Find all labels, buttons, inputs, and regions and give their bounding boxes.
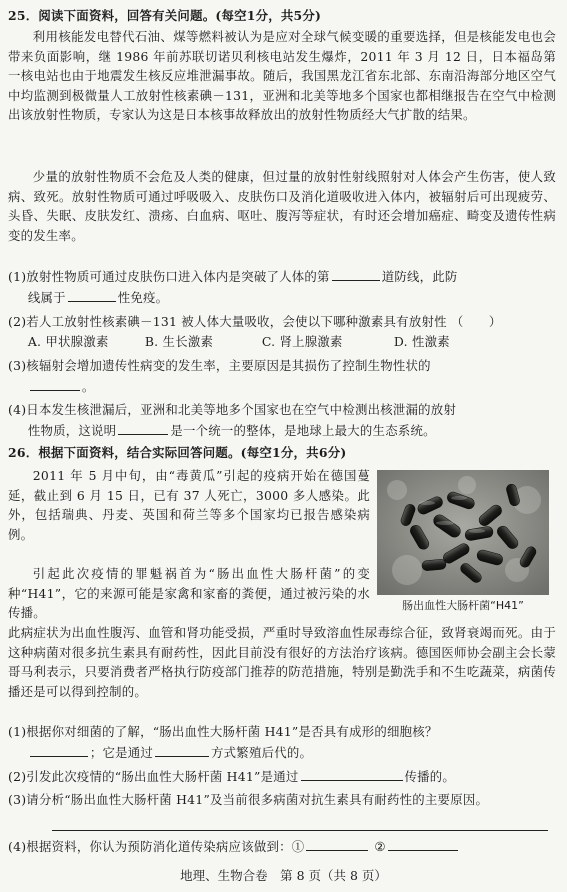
q26-question-4: (4)根据资料，你认为预防消化道传染病应该做到：① ② (8, 836, 556, 857)
option-a[interactable]: A. 甲状腺激素 (27, 333, 109, 349)
answer-blank[interactable] (301, 766, 403, 781)
bacteria-micrograph (377, 470, 549, 595)
q26-paragraph-2a: 引起此次疫情的罪魁祸首为“肠出血性大肠杆菌”的变种“H41”，它的来源可能是家禽和家畜的粪便，通过被污染的水传播。 (8, 566, 370, 621)
page-footer: 地理、生物合卷 第 8 页（共 8 页） (180, 868, 387, 883)
q26-paragraph-2b: 此病症状为出血性腹泻、血管和肾功能受损，严重时导致溶血性尿毒综合征，致肾衰竭而死。由于这种病菌对很多抗生素具有耐药性，因此目前没有很好的方法治疗该病。德国医师协会副主会长蒙哥马利表示，只要消费者严格执行防疫部门推荐的防范措施，特别是勤洗手和不生吃蔬菜，病菌传播还是可以得到控制的。 (8, 625, 556, 699)
answer-blank[interactable] (388, 836, 458, 851)
q25-question-4: (4)日本发生核泄漏后，亚洲和北美等地多个国家也在空气中检测出核泄漏的放射 性物质，这说明 是一个统一的整体，是地球上最大的生态系统。 (8, 402, 457, 438)
option-b[interactable]: B. 生长激素 (144, 333, 214, 349)
q26-question-2: (2)引发此次疫情的“肠出血性大肠杆菌 H41”是通过 传播的。 (8, 766, 556, 787)
micrograph-caption: 肠出血性大肠杆菌“H41” (402, 599, 524, 612)
answer-blank[interactable] (30, 376, 80, 391)
q26-question-1: (1)根据你对细菌的了解，“肠出血性大肠杆菌 H41”是否具有成形的细胞核？ ；它是通过 方式繁殖后代的。 (8, 724, 438, 760)
answer-blank[interactable] (306, 836, 368, 851)
option-d[interactable]: D. 性激素 (393, 333, 450, 349)
q26-question-3: (3)请分析“肠出血性大肠杆菌 H41”及当前很多病菌对抗生素具有耐药性的主要原因。 (8, 792, 489, 807)
answer-blank[interactable] (68, 287, 116, 302)
q25-paragraph-1: 利用核能发电替代石油、煤等燃料被认为是应对全球气候变暖的重要选择，但是核能发电也会带来负面影响，继 1986 年前苏联切诺贝利核电站发生爆炸，2011 年 3 月 12 日，日本福岛第一核电站也由于地震发生核反应堆泄漏事故。随后，我国黑龙江省东北部、东南沿海部分地区空气中均监测到极微量人工放射性核素碘－131，亚洲和北美等地多个国家也都相继报告在空气中检测出该放射性物质，专家认为这是日本核事故释放出的放射性物质经大气扩散的结果。 (8, 29, 556, 123)
q26-paragraph-1: 2011 年 5 月中旬，由“毒黄瓜”引起的疫病开始在德国蔓延，截止到 6 月 15 日，已有 37 人死亡，3000 多人感染。此外，包括瑞典、丹麦、英国和荷兰等多个国家均已报告感染病例。 (8, 468, 370, 542)
option-c[interactable]: C. 肾上腺激素 (261, 333, 343, 349)
q25-question-3: (3)核辐射会增加遗传性病变的发生率，主要原因是其损伤了控制生物性状的 。 (8, 358, 431, 394)
q25-question-2: (2)若人工放射性核素碘－131 被人体大量吸收，会使以下哪种激素具有放射性 （ ） A. 甲状腺激素 B. 生长激素 C. 肾上腺激素 D. 性激素 (8, 312, 556, 351)
answer-blank[interactable] (118, 420, 168, 435)
q25-header: 25．阅读下面资料，回答有关问题。(每空1分，共5分) (8, 8, 322, 23)
answer-blank[interactable] (30, 742, 88, 757)
q25-question-1: (1)放射性物质可通过皮肤伤口进入体内是突破了人体的第 道防线，此防 线属于 性免疫。 (8, 266, 556, 307)
q26-question-3-answer-line[interactable] (52, 830, 548, 831)
answer-blank[interactable] (155, 742, 209, 757)
q26-header: 26．根据下面资料，结合实际回答问题。(每空1分，共6分) (8, 445, 347, 460)
answer-blank[interactable] (332, 266, 380, 281)
q25-paragraph-2: 少量的放射性物质不会危及人类的健康，但过量的放射性射线照射对人体会产生伤害，使人致病、致死。放射性物质可通过呼吸吸入、皮肤伤口及消化道吸收进入体内，被辐射后可出现疲劳、头昏、失眠、皮肤发红、溃疡、白血病、呕吐、腹泻等症状，有时还会增加癌症、畸变及遗传性病变的发生率。 (8, 169, 556, 243)
